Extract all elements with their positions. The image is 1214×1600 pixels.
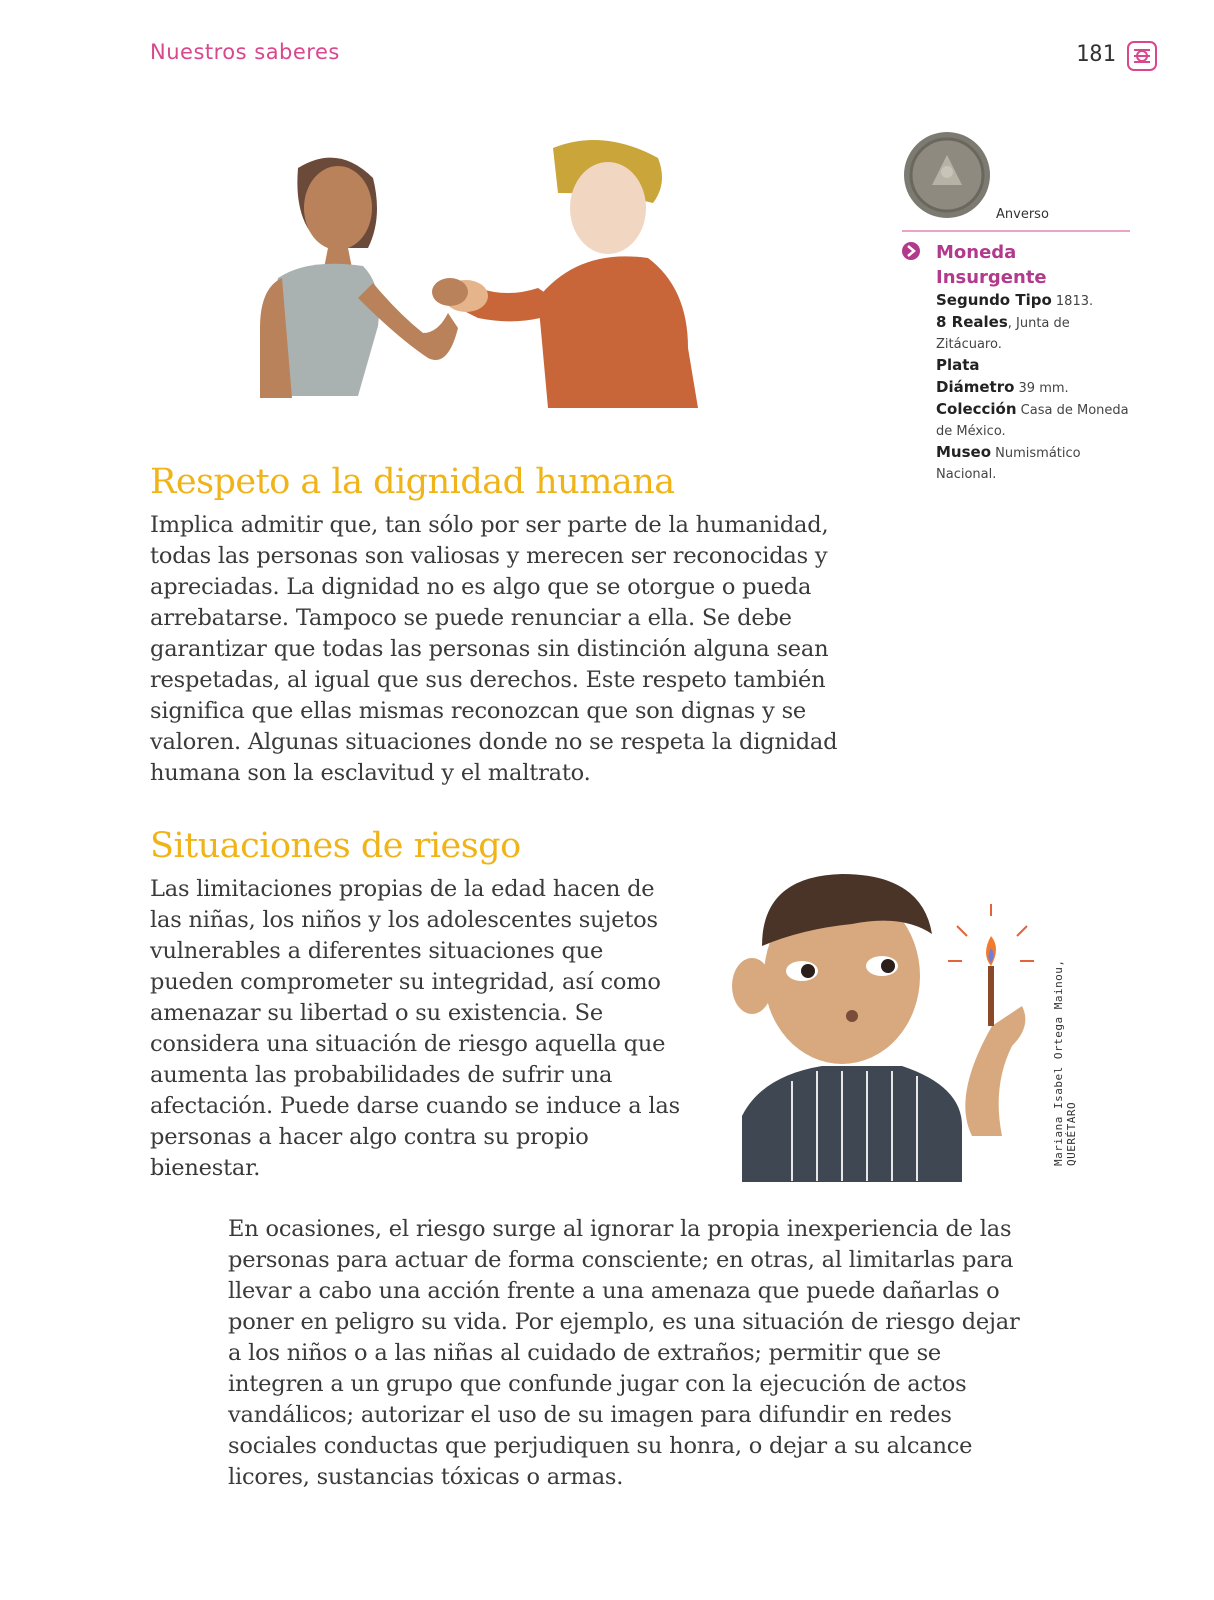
- coin-detail-label: Plata: [936, 356, 980, 374]
- coin-detail: [936, 377, 1132, 399]
- coin-image: [902, 130, 992, 220]
- coin-title: [936, 240, 1047, 290]
- coin-divider: [902, 230, 1130, 232]
- coin-info: [902, 240, 1132, 485]
- coin-details: [936, 290, 1132, 485]
- paragraph-dignidad: Implica admitir que, tan sólo por ser parte de la humanidad, todas las personas son valiosas y merecen ser reconocidas y apreciadas. La dignidad no es algo que se otorgue o pueda arrebatarse. Tampoco se puede renunciar a ella. Se debe garantizar que todas las personas sin distinción alguna sean respetadas, al igual que sus derechos. Este respeto también significa que ellas mismas reconozcan que son dignas y se valoren. Algunas situaciones donde no se respeta la dignidad humana son la esclavitud y el maltrato.: [150, 512, 838, 786]
- chevron-right-icon: [902, 242, 920, 260]
- coin-detail-label: Museo: [936, 443, 992, 461]
- boy-with-match-illustration: [722, 866, 1052, 1182]
- coin-title-row: [902, 240, 1132, 290]
- aztec-glyph-icon: [1124, 38, 1160, 74]
- illustration-credit: Mariana Isabel Ortega Mainou, QUERÉTARO: [1052, 959, 1078, 1166]
- section-title: Nuestros saberes: [150, 40, 340, 64]
- coin-detail-label: Segundo Tipo: [936, 291, 1052, 309]
- coin-detail-label: 8 Reales: [936, 313, 1008, 331]
- coin-detail-text: , Junta de Zitácuaro.: [936, 316, 1070, 352]
- coin-detail-text: Numismático Nacional.: [936, 446, 1081, 482]
- coin-detail-label: Diámetro: [936, 378, 1015, 396]
- coin-detail: [936, 312, 1132, 355]
- handshake-illustration: [238, 128, 708, 408]
- coin-detail: [936, 355, 1132, 377]
- coin-detail: [936, 399, 1132, 442]
- coin-detail: [936, 442, 1132, 485]
- coin-title-line1: Moneda: [936, 242, 1017, 263]
- page-number: 181: [1076, 42, 1116, 67]
- coin-caption: Anverso: [996, 207, 1049, 222]
- paragraph-riesgo: Las limitaciones propias de la edad hacen de las niñas, los niños y los adolescentes sujetos vulnerables a diferentes situaciones que pueden comprometer su integridad, así como amenazar su libertad o su existencia. Se considera una situación de riesgo aquella que aumenta las probabilidades de sufrir una afectación. Puede darse cuando se induce a las personas a hacer algo contra su propio bienestar.: [150, 876, 680, 1181]
- coin-title-line2: Insurgente: [936, 267, 1047, 288]
- coin-detail-text: 1813.: [1051, 294, 1094, 309]
- coin-detail-text: 39 mm.: [1014, 381, 1069, 396]
- coin-detail: [936, 290, 1132, 312]
- heading-riesgo: Situaciones de riesgo: [150, 826, 521, 866]
- heading-dignidad: Respeto a la dignidad humana: [150, 462, 675, 502]
- paragraph-ocasiones: En ocasiones, el riesgo surge al ignorar la propia inexperiencia de las personas para actuar de forma consciente; en otras, al limitarlas para llevar a cabo una acción frente a una amenaza que puede dañarlas o poner en peligro su vida. Por ejemplo, es una situación de riesgo dejar a los niños o a las niñas al cuidado de extraños; permitir que se integren a un grupo que confunde jugar con la ejecución de actos vandálicos; autorizar el uso de su imagen para difundir en redes sociales conductas que perjudiquen su honra, o dejar a su alcance licores, sustancias tóxicas o armas.: [228, 1216, 1020, 1490]
- coin-detail-text: Casa de Moneda de México.: [936, 403, 1129, 439]
- coin-detail-label: Colección: [936, 400, 1017, 418]
